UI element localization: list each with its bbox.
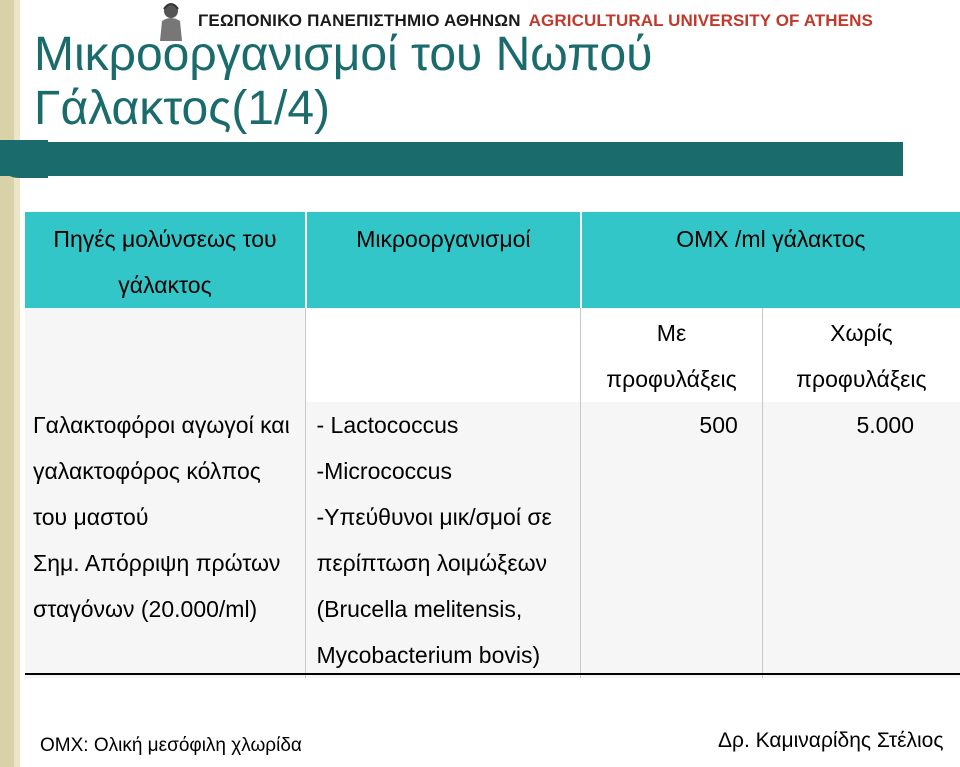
left-decorative-bar bbox=[0, 0, 14, 767]
source-line: του μαστού bbox=[33, 504, 149, 530]
subheader-without-line1: Χωρίς bbox=[830, 320, 893, 346]
page-title bbox=[34, 28, 934, 136]
table-row bbox=[25, 402, 960, 678]
header-sources-line2: γάλακτος bbox=[118, 272, 212, 298]
subheader-without-line2: προφυλάξεις bbox=[796, 366, 927, 392]
table-bottom-border bbox=[25, 673, 960, 675]
footer-author: Δρ. Καμιναρίδης Στέλιος bbox=[718, 729, 944, 752]
page-title-line2: Γάλακτος(1/4) bbox=[34, 82, 331, 135]
header-cfu bbox=[581, 212, 960, 308]
cell-without-precautions bbox=[762, 402, 960, 678]
value-without-precautions: 5.000 bbox=[856, 412, 914, 438]
header-cfu-label: ΟΜΧ /ml γάλακτος bbox=[676, 226, 866, 252]
microorganism-line: -Υπεύθυνοι μικ/σμοί σε bbox=[316, 504, 552, 530]
footer-abbreviation: ΟΜΧ: Ολική μεσόφιλη χλωρίδα bbox=[40, 735, 302, 756]
header-sources bbox=[25, 212, 306, 308]
microorganism-line: - Lactococcus bbox=[316, 412, 459, 438]
source-line: σταγόνων (20.000/ml) bbox=[33, 596, 258, 622]
cell-with-precautions bbox=[581, 402, 763, 678]
microorganism-line: (Brucella melitensis, bbox=[316, 596, 523, 622]
table-header-row bbox=[25, 212, 960, 308]
source-line: γαλακτοφόρος κόλπος bbox=[33, 458, 261, 484]
header-microorganisms bbox=[306, 212, 581, 308]
title-underline-bar bbox=[0, 142, 903, 176]
table-subheader-row bbox=[25, 308, 960, 402]
subheader-empty-2 bbox=[306, 308, 581, 402]
microorganisms-table bbox=[25, 212, 960, 678]
microorganism-line: -Micrococcus bbox=[316, 458, 452, 484]
header-sources-line1: Πηγές μολύνσεως του bbox=[53, 226, 277, 252]
university-name-english: AGRICULTURAL UNIVERSITY OF ATHENS bbox=[528, 11, 873, 30]
subheader-with-line2: προφυλάξεις bbox=[606, 366, 737, 392]
microorganism-line: Mycobacterium bovis) bbox=[316, 642, 541, 668]
microorganism-line: περίπτωση λοιμώξεων bbox=[316, 550, 548, 576]
cell-source bbox=[25, 402, 306, 678]
subheader-empty-1 bbox=[25, 308, 306, 402]
value-with-precautions: 500 bbox=[699, 412, 738, 438]
university-name-greek: ΓΕΩΠΟΝΙΚΟ ΠΑΝΕΠΙΣΤΗΜΙΟ ΑΘΗΝΩΝ bbox=[198, 11, 521, 30]
page-title-line1: Μικροοργανισμοί του Νωπού bbox=[34, 28, 653, 81]
cell-microorganisms bbox=[306, 402, 581, 678]
left-decorative-bar-inner bbox=[14, 0, 20, 767]
subheader-with-precautions bbox=[581, 308, 763, 402]
source-line: Σημ. Απόρριψη πρώτων bbox=[33, 550, 281, 576]
subheader-without-precautions bbox=[762, 308, 960, 402]
source-line: Γαλακτοφόροι αγωγοί και bbox=[33, 412, 290, 438]
header-microorganisms-label: Μικροοργανισμοί bbox=[356, 226, 531, 252]
subheader-with-line1: Με bbox=[656, 320, 687, 346]
